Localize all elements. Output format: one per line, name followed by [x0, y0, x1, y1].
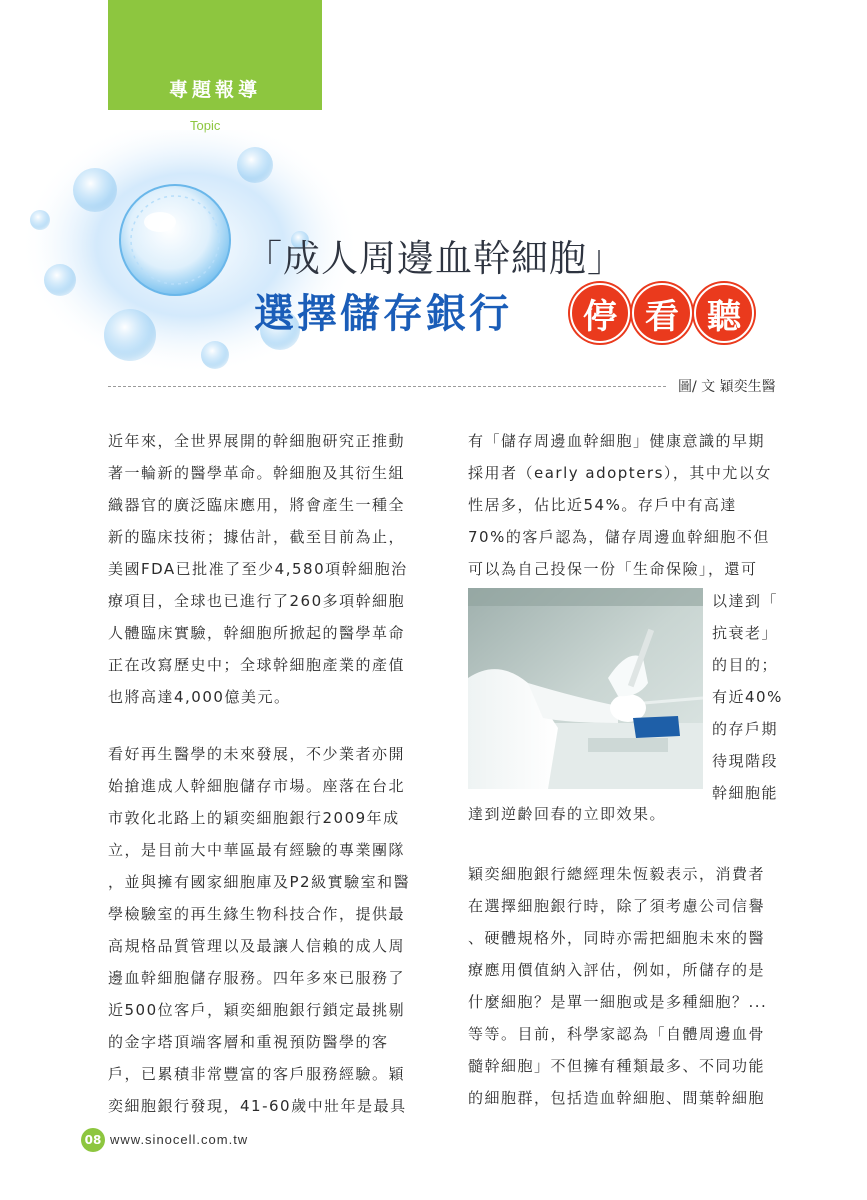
text-line: ，並與擁有國家細胞庫及P2級實驗室和醫 [108, 873, 411, 891]
text-line: 抗衰老」 [712, 624, 779, 642]
text-line: 奕細胞銀行發現，41-60歲中壯年是最具 [108, 1097, 407, 1115]
text-line: 學檢驗室的再生緣生物科技合作，提供最 [108, 905, 406, 923]
text-line: 的細胞群，包括造血幹細胞、間葉幹細胞 [468, 1089, 766, 1107]
text-line: 近年來，全世界展開的幹細胞研究正推動 [108, 432, 406, 450]
text-line: 正在改寫歷史中；全球幹細胞產業的產值 [108, 656, 406, 674]
section-tab [108, 0, 322, 110]
text-line: 達到逆齡回春的立即效果。 [468, 805, 667, 823]
text-line: 看好再生醫學的未來發展，不少業者亦開 [108, 745, 406, 763]
text-line: 療項目，全球也已進行了260多項幹細胞 [108, 592, 406, 610]
text-line: 高規格品質管理以及最讓人信賴的成人周 [108, 937, 406, 955]
badge-stop: 停 [570, 283, 630, 343]
lab-photo [468, 588, 703, 789]
text-line: 性居多，佔比近54%。存戶中有高達 [468, 496, 737, 514]
section-subtitle: Topic [190, 118, 221, 133]
headline-line2: 選擇儲存銀行 [254, 291, 512, 337]
text-line: 也將高達4,000億美元。 [108, 688, 291, 706]
text-line: 有近40% [712, 688, 783, 706]
dashed-divider [108, 386, 666, 387]
text-line: 可以為自己投保一份「生命保險」，還可 [468, 560, 758, 578]
text-line: 著一輪新的醫學革命。幹細胞及其衍生組 [108, 464, 406, 482]
section-title: 專題報導 [168, 79, 261, 101]
text-line: 邊血幹細胞儲存服務。四年多來已服務了 [108, 969, 406, 987]
badge-listen: 聽 [694, 283, 754, 343]
footer-url[interactable]: www.sinocell.com.tw [110, 1132, 249, 1147]
page-number: 08 [81, 1128, 105, 1152]
text-line: 新的臨床技術；據估計，截至目前為止， [108, 528, 406, 546]
text-line: 美國FDA已批准了至少4,580項幹細胞治 [108, 560, 408, 578]
text-line: 髓幹細胞」不但擁有種類最多、不同功能 [468, 1057, 766, 1075]
text-line: 以達到「 [712, 592, 779, 610]
byline: 圖/ 文 穎奕生醫 [678, 379, 776, 395]
text-line: 市敦化北路上的穎奕細胞銀行2009年成 [108, 809, 400, 827]
text-line: 什麼細胞？是單一細胞或是多種細胞？... [468, 993, 768, 1011]
text-line: 等等。目前，科學家認為「自體周邊血骨 [468, 1025, 766, 1043]
text-line: 的金字塔頂端客層和重視預防醫學的客 [108, 1033, 389, 1051]
text-line: 人體臨床實驗，幹細胞所掀起的醫學革命 [108, 624, 406, 642]
text-line: 始搶進成人幹細胞儲存市場。座落在台北 [108, 777, 406, 795]
text-line: 在選擇細胞銀行時，除了須考慮公司信譽 [468, 897, 766, 915]
text-line: 幹細胞能 [712, 784, 779, 802]
badge-look: 看 [632, 283, 692, 343]
text-line: 織器官的廣泛臨床應用，將會產生一種全 [108, 496, 406, 514]
text-line: 的存戶期 [712, 720, 779, 738]
text-line: 療應用價值納入評估，例如，所儲存的是 [468, 961, 766, 979]
text-line: 待現階段 [712, 752, 779, 770]
text-line: 穎奕細胞銀行總經理朱恆毅表示，消費者 [468, 865, 766, 883]
text-line: 有「儲存周邊血幹細胞」健康意識的早期 [468, 432, 766, 450]
text-line: 採用者（early adopters），其中尤以女 [468, 464, 772, 482]
text-line: 立，是目前大中華區最有經驗的專業團隊 [108, 841, 406, 859]
text-line: 的目的； [712, 656, 779, 674]
text-line: 70%的客戶認為，儲存周邊血幹細胞不但 [468, 528, 770, 546]
text-line: 戶，已累積非常豐富的客戶服務經驗。穎 [108, 1065, 406, 1083]
text-line: 近500位客戶，穎奕細胞銀行鎖定最挑剔 [108, 1001, 406, 1019]
headline-line1: 「成人周邊血幹細胞」 [245, 237, 625, 280]
text-line: 、硬體規格外，同時亦需把細胞未來的醫 [468, 929, 766, 947]
